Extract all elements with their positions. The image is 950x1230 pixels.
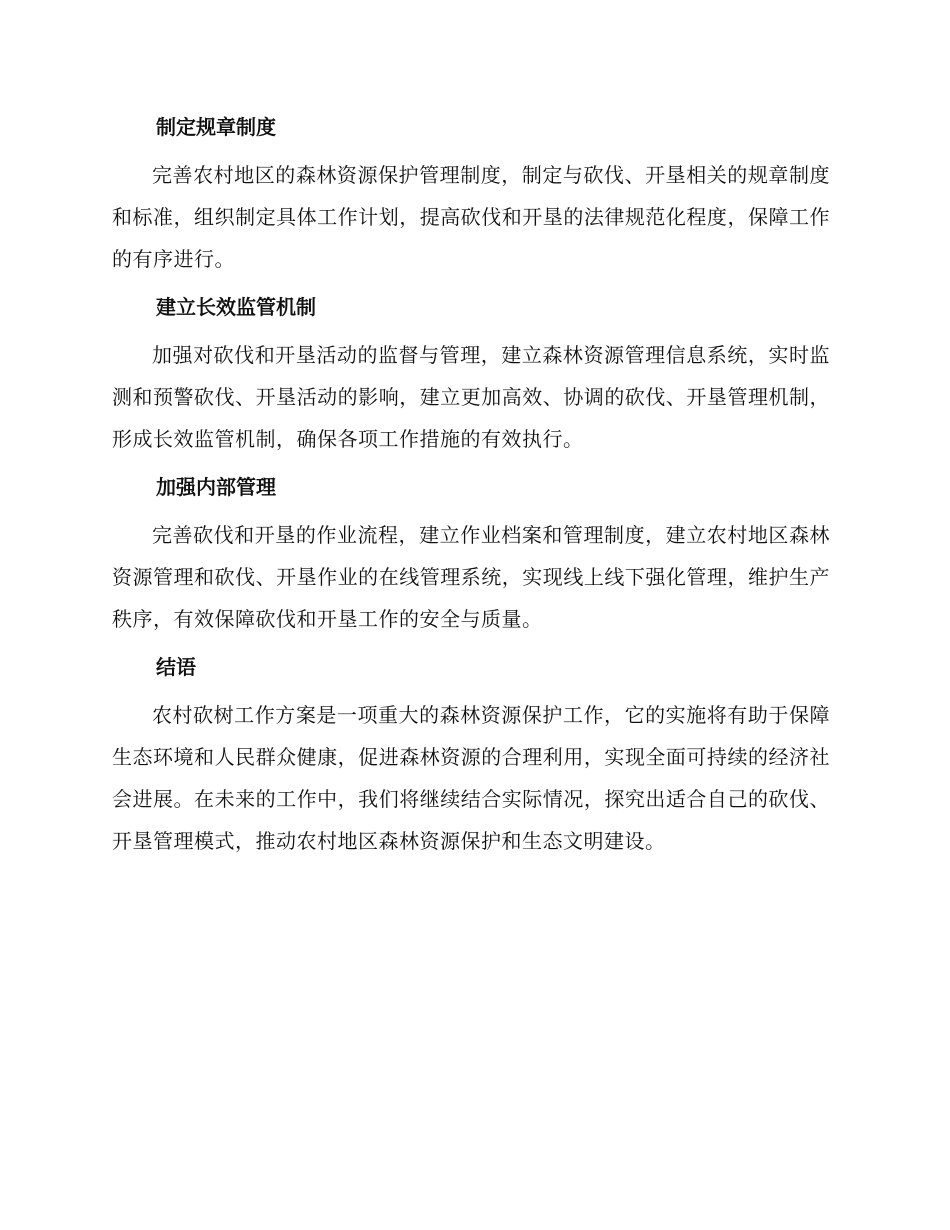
section-paragraph: 农村砍树工作方案是一项重大的森林资源保护工作，它的实施将有助于保障生态环境和人民群众健康，促进森林资源的合理利用，实现全面可持续的经济社会进展。在未来的工作中，我们将继续结合实际情况，探究出适合自己的砍伐、开垦管理模式，推动农村地区森林资源保护和生态文明建设。 [112, 703, 830, 853]
section-paragraph: 完善砍伐和开垦的作业流程，建立作业档案和管理制度，建立农村地区森林资源管理和砍伐、开垦作业的在线管理系统，实现线上线下强化管理，维护生产秩序，有效保障砍伐和开垦工作的安全与质量。 [112, 523, 830, 631]
section-internal-management [112, 468, 830, 640]
section-paragraph: 完善农村地区的森林资源保护管理制度，制定与砍伐、开垦相关的规章制度和标准，组织制定具体工作计划，提高砍伐和开垦的法律规范化程度，保障工作的有序进行。 [112, 163, 830, 271]
section-supervision [112, 288, 830, 460]
section-heading: 建立长效监管机制 [156, 295, 316, 319]
section-heading: 加强内部管理 [156, 475, 276, 499]
section-conclusion [112, 648, 830, 862]
section-heading: 结语 [156, 655, 196, 679]
section-paragraph: 加强对砍伐和开垦活动的监督与管理，建立森林资源管理信息系统，实时监测和预警砍伐、开垦活动的影响，建立更加高效、协调的砍伐、开垦管理机制，形成长效监管机制，确保各项工作措施的有效执行。 [112, 343, 830, 451]
section-heading: 制定规章制度 [156, 115, 276, 139]
document-page [112, 108, 830, 870]
section-regulations [112, 108, 830, 280]
